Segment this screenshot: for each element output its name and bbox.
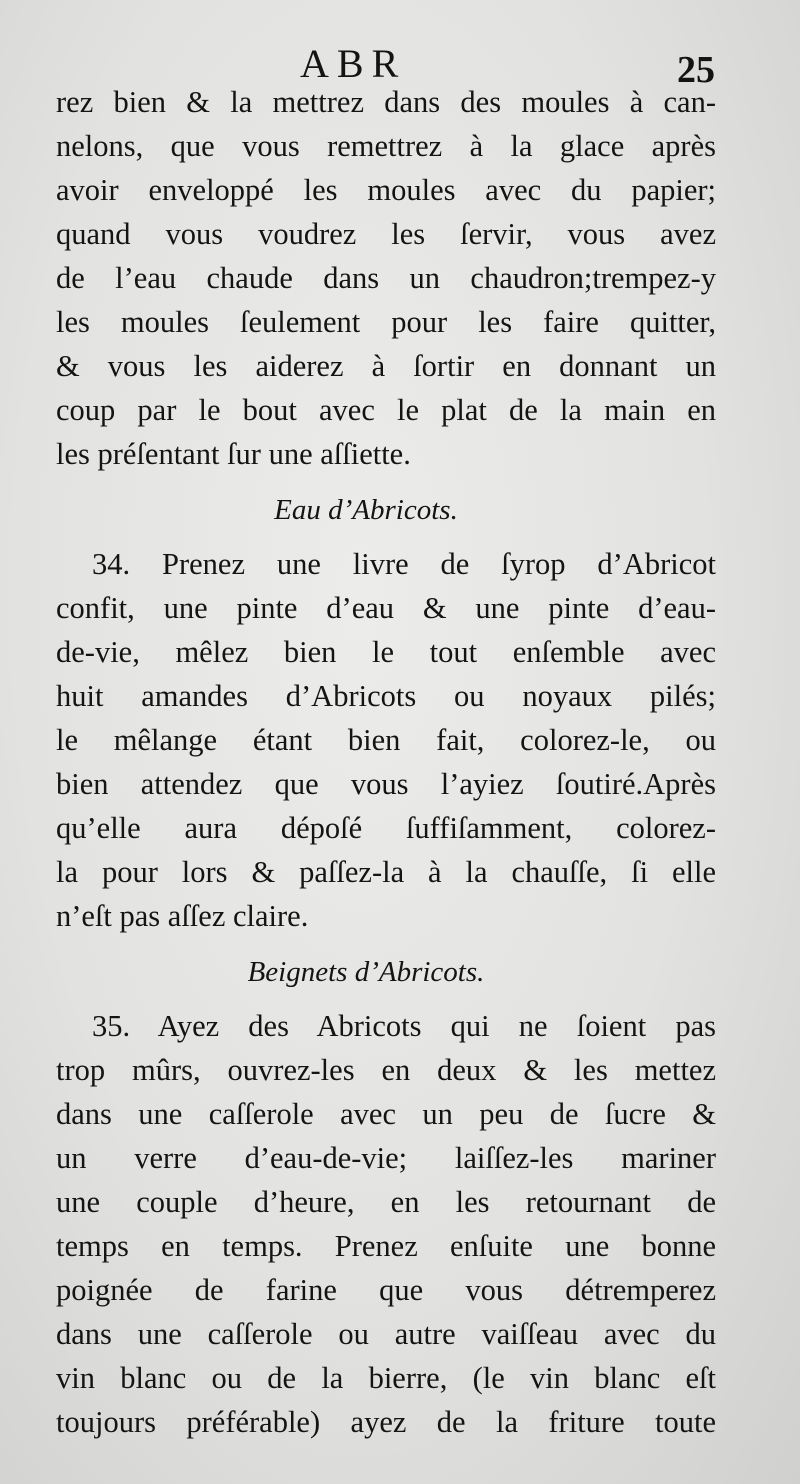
section-heading-eau-d-abricots: Eau d’Abricots.	[274, 494, 458, 526]
text-line: les moules ſeulement pour les faire quitter,	[56, 305, 716, 339]
text-line: les préſentant ſur une aſſiette.	[56, 437, 411, 471]
text-line: toujours préférable) ayez de la friture toute	[56, 1405, 716, 1439]
text-line: & vous les aiderez à ſortir en donnant un	[56, 349, 716, 383]
text-line: un verre d’eau-de-vie; laiſſez-les mariner	[56, 1141, 716, 1175]
text-line: n’eſt pas aſſez claire.	[56, 899, 309, 933]
text-line: nelons, que vous remettrez à la glace après	[56, 129, 716, 163]
text-line: 35. Ayez des Abricots qui ne ſoient pas	[92, 1009, 716, 1043]
page-body	[56, 80, 716, 1444]
text-line: vin blanc ou de la bierre, (le vin blanc eſt	[56, 1361, 716, 1395]
text-line: 34. Prenez une livre de ſyrop d’Abricot	[92, 547, 716, 581]
text-line: poignée de farine que vous détremperez	[56, 1273, 716, 1307]
recipe-34-paragraph	[56, 542, 716, 938]
text-line: dans une caſſerole avec un peu de ſucre &	[56, 1097, 716, 1131]
text-line: avoir enveloppé les moules avec du papier;	[56, 173, 716, 207]
text-line: de l’eau chaude dans un chaudron;trempez-y	[56, 261, 716, 295]
section-heading-beignets-d-abricots: Beignets d’Abricots.	[247, 956, 485, 988]
text-line: qu’elle aura dépoſé ſuffiſamment, colorez-	[56, 811, 716, 845]
text-line: de-vie, mêlez bien le tout enſemble avec	[56, 635, 716, 669]
text-line: quand vous voudrez les ſervir, vous avez	[56, 217, 716, 251]
text-line: confit, une pinte d’eau & une pinte d’eau-	[56, 591, 716, 625]
text-line: coup par le bout avec le plat de la main en	[56, 393, 716, 427]
text-line: la pour lors & paſſez-la à la chauſſe, ſi elle	[56, 855, 716, 889]
running-title: ABR	[300, 41, 407, 86]
text-line: le mêlange étant bien fait, colorez-le, ou	[56, 723, 716, 757]
text-line: dans une caſſerole ou autre vaiſſeau avec du	[56, 1317, 716, 1351]
text-line: trop mûrs, ouvrez-les en deux & les mettez	[56, 1053, 716, 1087]
text-line: huit amandes d’Abricots ou noyaux pilés;	[56, 679, 716, 713]
intro-paragraph	[56, 80, 716, 476]
text-line: temps en temps. Prenez enſuite une bonne	[56, 1229, 716, 1263]
page-number: 25	[677, 49, 715, 91]
text-line: rez bien & la mettrez dans des moules à can-	[56, 85, 716, 119]
text-line: bien attendez que vous l’ayiez ſoutiré.Après	[56, 767, 716, 801]
text-line: une couple d’heure, en les retournant de	[56, 1185, 716, 1219]
recipe-35-paragraph	[56, 1004, 716, 1444]
